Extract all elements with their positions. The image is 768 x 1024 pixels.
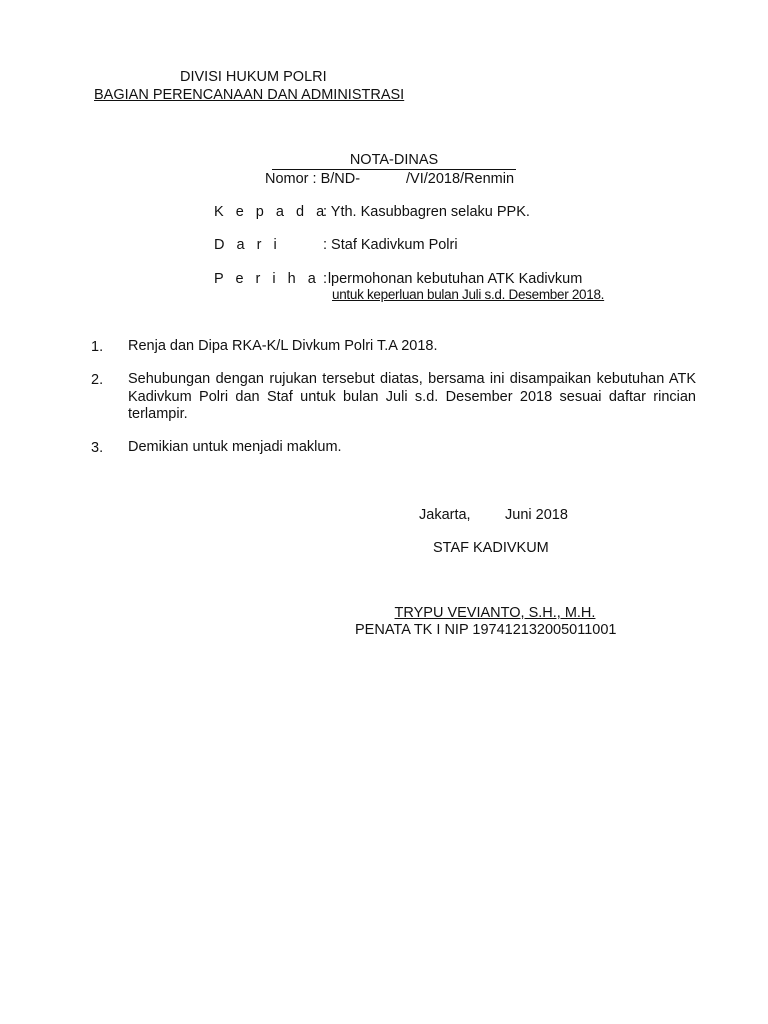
nomor-line-suffix: /VI/2018/Renmin bbox=[406, 171, 515, 187]
item-number: 3. bbox=[91, 440, 104, 456]
signatory-rank-nip: PENATA TK I NIP 197412132005011001 bbox=[355, 622, 617, 638]
nota-dinas-title bbox=[272, 152, 516, 170]
signatory-name-box bbox=[356, 604, 634, 622]
org-line-2: BAGIAN PERENCANAAN DAN ADMINISTRASI bbox=[94, 87, 405, 103]
signature-date: Juni 2018 bbox=[505, 507, 568, 523]
item-number: 1. bbox=[91, 339, 104, 355]
item-text: Renja dan Dipa RKA-K/L Divkum Polri T.A 2018. bbox=[128, 338, 438, 354]
perihal-label: P e r i h a l bbox=[214, 271, 336, 287]
kepada-value: : Yth. Kasubbagren selaku PPK. bbox=[323, 204, 530, 220]
item-text: Sehubungan dengan rujukan tersebut diatas, bersama ini disampaikan kebutuhan ATK Kadivkum Polri dan Staf untuk bulan Juli s.d. Desember 2018 sesuai daftar rincian terlampir. bbox=[128, 371, 696, 422]
dari-value: : Staf Kadivkum Polri bbox=[323, 237, 458, 253]
org-line-1: DIVISI HUKUM POLRI bbox=[180, 69, 327, 85]
signature-place: Jakarta, bbox=[419, 507, 471, 523]
item-text: Demikian untuk menjadi maklum. bbox=[128, 439, 342, 455]
dari-label: D a r i bbox=[214, 237, 281, 253]
kepada-label: K e p a d a bbox=[214, 204, 329, 220]
signatory-name: TRYPU VEVIANTO, S.H., M.H. bbox=[394, 605, 596, 621]
item-number: 2. bbox=[91, 372, 104, 388]
nomor-line-prefix: Nomor : B/ND- bbox=[265, 171, 361, 187]
perihal-value-line-2: untuk keperluan bulan Juli s.d. Desember 2018. bbox=[332, 287, 605, 302]
nota-dinas-title-text: NOTA-DINAS bbox=[349, 152, 439, 168]
perihal-value-line-1: : permohonan kebutuhan ATK Kadivkum bbox=[323, 271, 583, 287]
signature-position: STAF KADIVKUM bbox=[433, 540, 549, 556]
